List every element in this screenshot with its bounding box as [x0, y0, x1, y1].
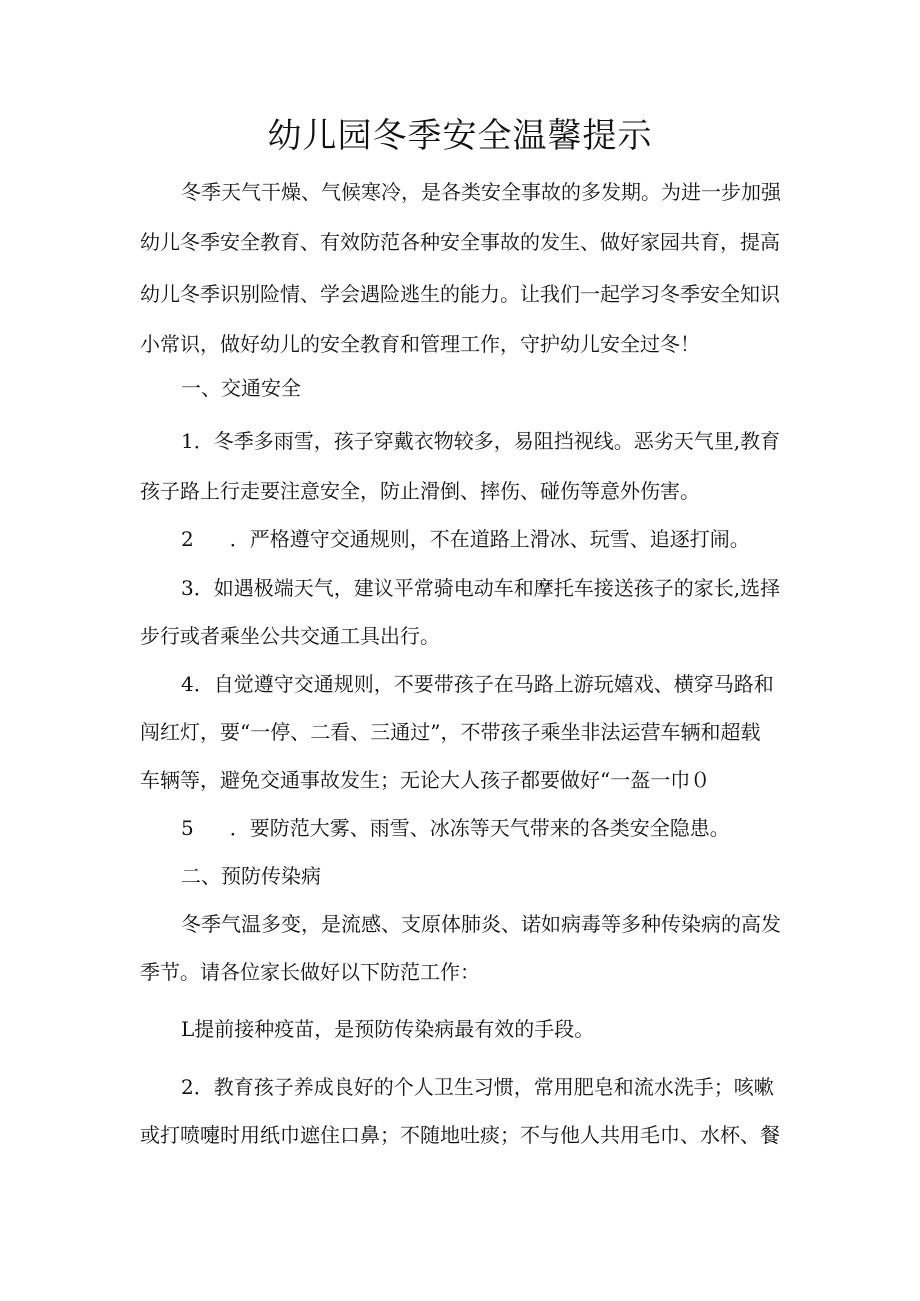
intro-line: 幼儿冬季识别险情、学会遇险逃生的能力。让我们一起学习冬季安全知识	[140, 282, 780, 306]
list-item-text: ．要防范大雾、雨雪、冰冻等天气带来的各类安全隐患。	[229, 816, 730, 840]
list-item-line: 3．如遇极端天气，建议平常骑电动车和摩托车接送孩子的家长,选择	[181, 576, 781, 600]
intro-line: 冬季天气干燥、气候寒冷，是各类安全事故的多发期。为进一步加强	[181, 180, 781, 204]
list-item-line: 步行或者乘坐公共交通工具出行。	[140, 624, 440, 648]
list-item-line: 车辆等，避免交通事故发生；无论大人孩子都要做好“一盔一巾０	[140, 768, 711, 792]
list-item-line	[181, 814, 730, 842]
section-heading-disease: 二、预防传染病	[181, 864, 321, 888]
list-item-line	[181, 525, 750, 553]
paragraph-line: 季节。请各位家长做好以下防范工作：	[140, 960, 480, 984]
list-item-line: 或打喷嚏时用纸巾遮住口鼻；不随地吐痰；不与他人共用毛巾、水杯、餐	[140, 1123, 780, 1147]
list-item-line: 闯红灯，要“一停、二看、三通过”，不带孩子乘坐非法运营车辆和超载	[140, 720, 761, 744]
list-item-line: 4．自觉遵守交通规则，不要带孩子在马路上游玩嬉戏、横穿马路和	[181, 672, 774, 696]
paragraph-line: 冬季气温多变，是流感、支原体肺炎、诺如病毒等多种传染病的高发	[181, 912, 781, 936]
list-item-number: 5	[181, 816, 194, 840]
list-item-number: 2	[181, 527, 194, 551]
list-item-line: 1．冬季多雨雪，孩子穿戴衣物较多，易阻挡视线。恶劣天气里,教育	[181, 429, 781, 453]
document-title: 幼儿园冬季安全温馨提示	[267, 116, 653, 156]
list-item-line: L提前接种疫苗，是预防传染病最有效的手段。	[181, 1017, 595, 1041]
section-heading-traffic: 一、交通安全	[181, 376, 301, 400]
intro-line: 幼儿冬季安全教育、有效防范各种安全事故的发生、做好家园共育，提高	[140, 230, 780, 254]
list-item-line: 2．教育孩子养成良好的个人卫生习惯，常用肥皂和流水洗手；咳嗽	[181, 1075, 774, 1099]
list-item-text: ．严格遵守交通规则，不在道路上滑冰、玩雪、追逐打闹。	[229, 527, 750, 551]
intro-line: 小常识，做好幼儿的安全教育和管理工作，守护幼儿安全过冬！	[140, 332, 700, 356]
list-item-line: 孩子路上行走要注意安全，防止滑倒、摔伤、碰伤等意外伤害。	[140, 479, 700, 503]
